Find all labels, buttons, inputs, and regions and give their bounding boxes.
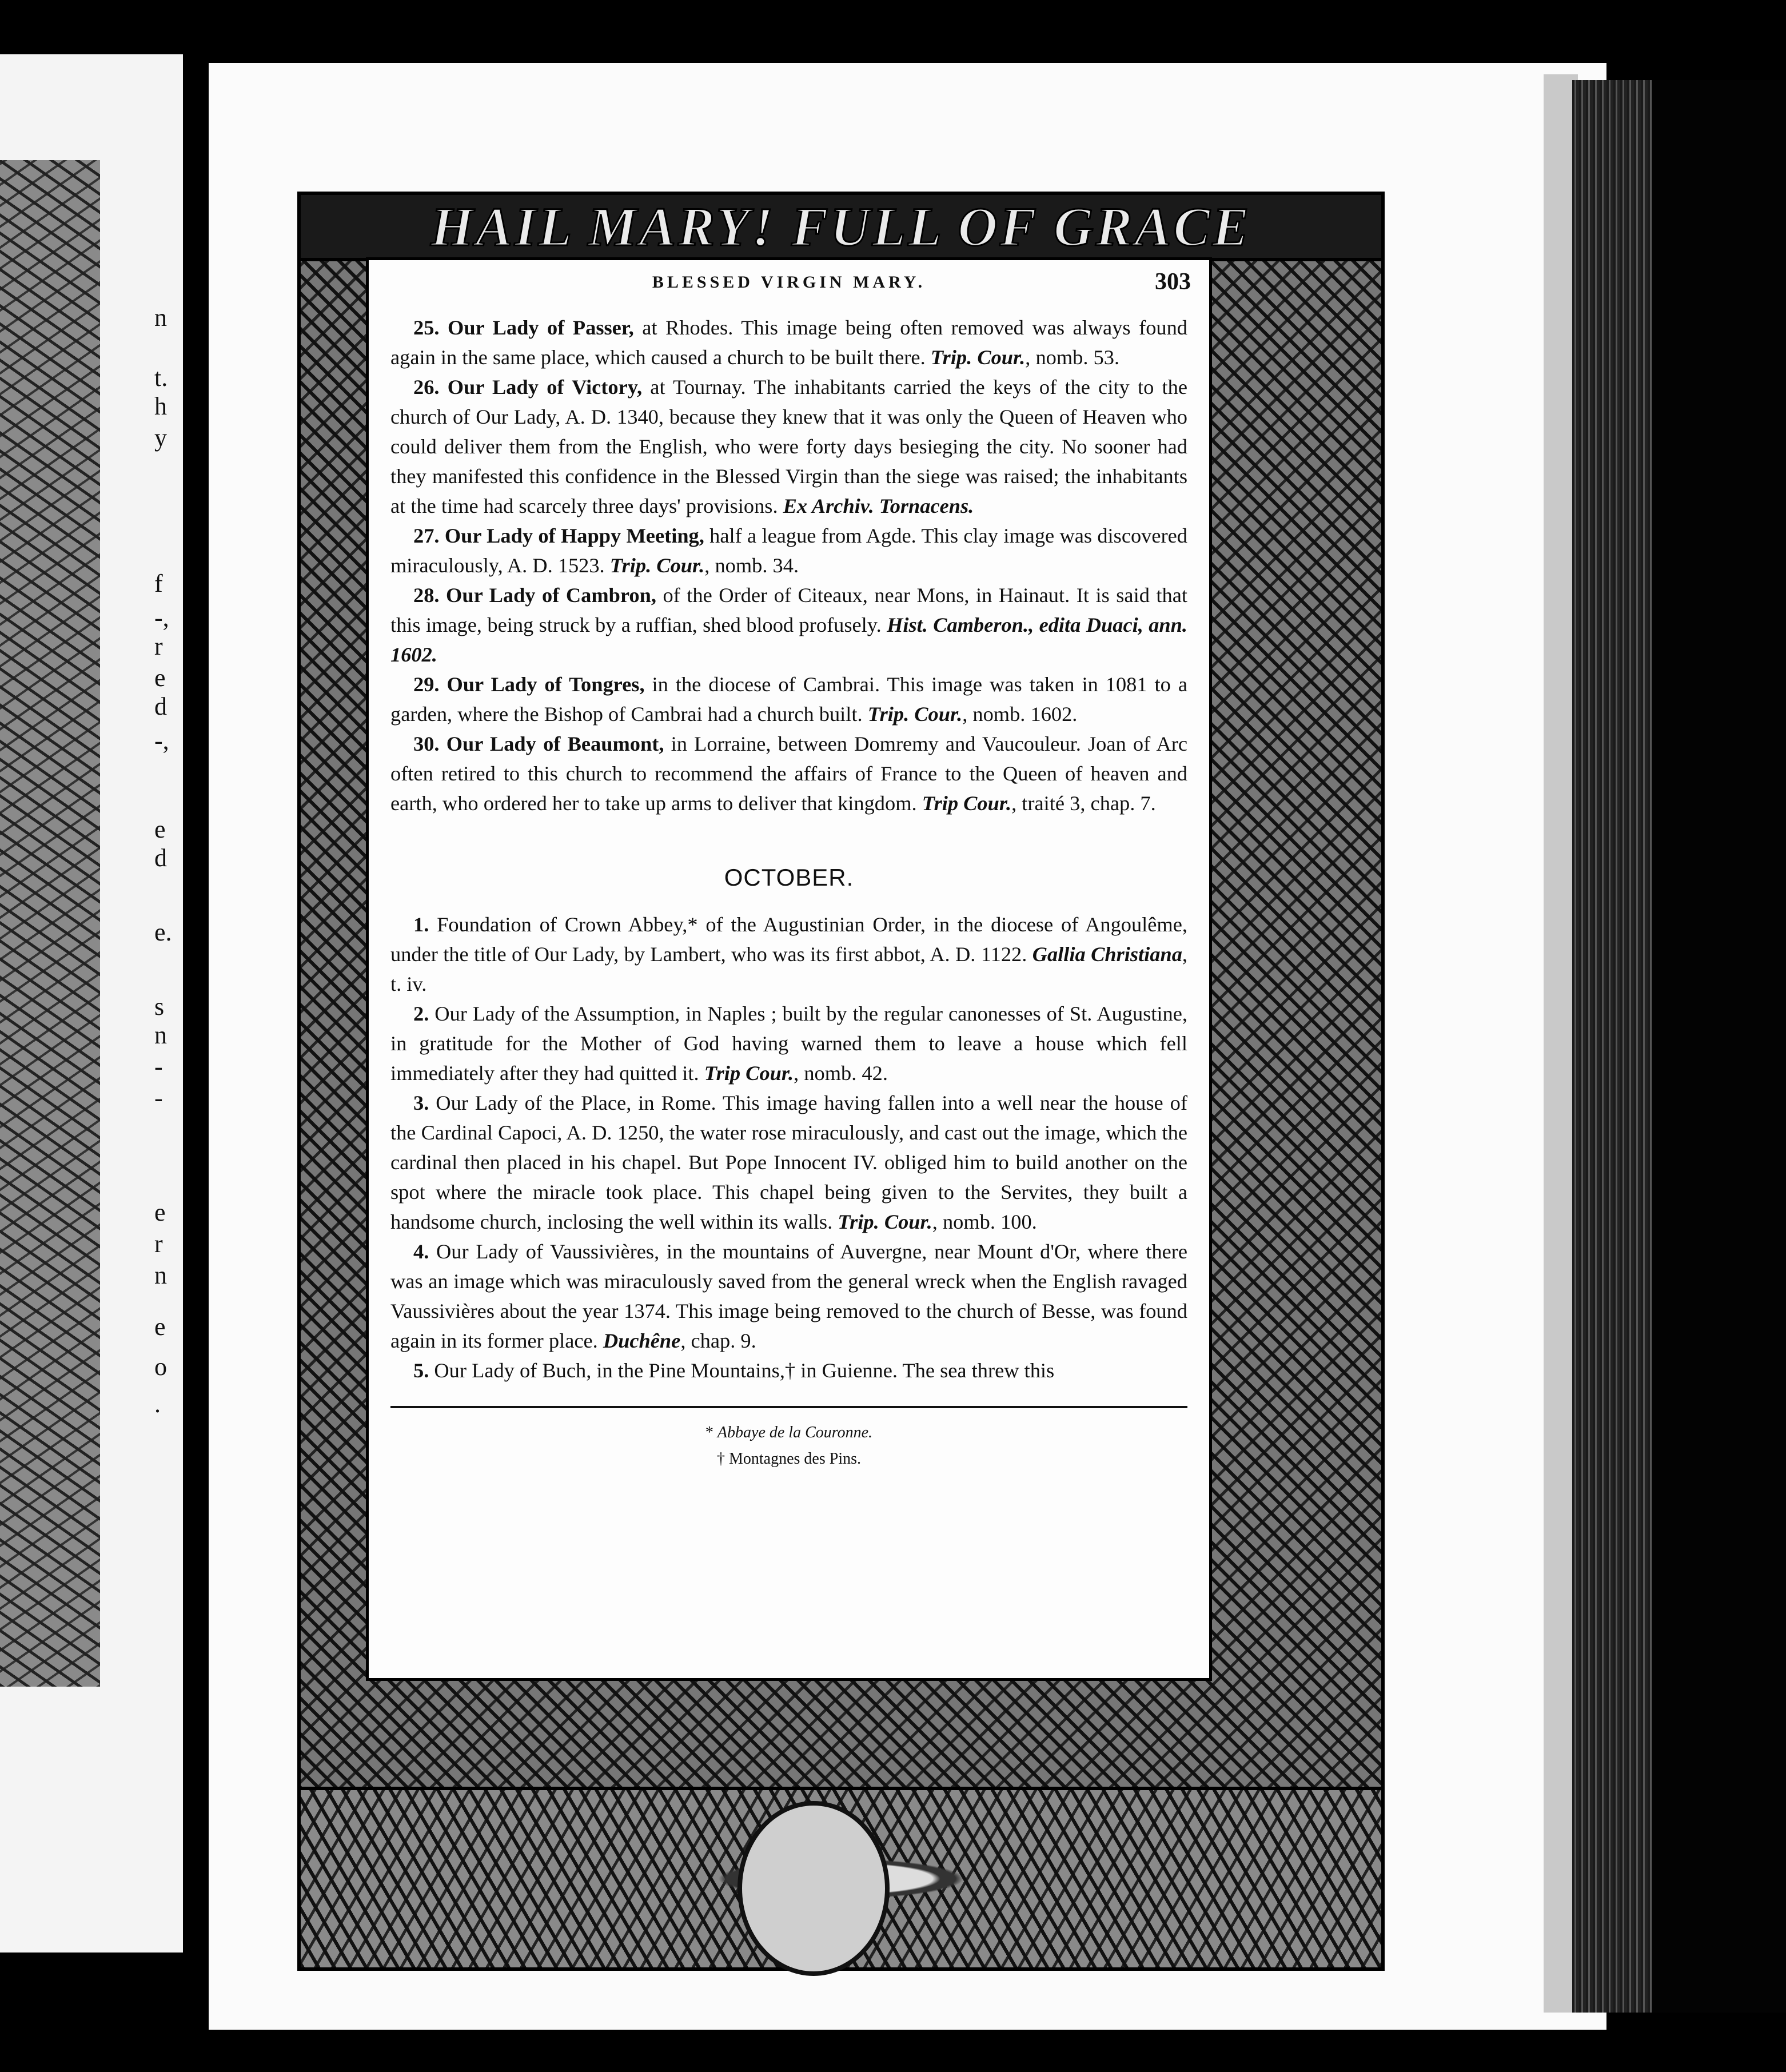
left-page-fragment: n [154,1021,167,1049]
entry [390,1237,1187,1356]
book-shadow [1652,80,1786,2013]
entry [390,1356,1187,1385]
entry-number: 29. [413,673,440,696]
left-page-fragment: y [154,424,167,452]
entry-number: 28. [413,584,440,607]
left-page-fragment: d [154,844,167,872]
entry-citation: Trip. Cour. [930,346,1026,369]
left-page-fragment: h [154,392,167,420]
entry-title: Our Lady of Beaumont, [446,732,664,755]
entry [390,521,1187,580]
entry-citation: Trip Cour. [704,1062,794,1085]
banner-text: HAIL MARY! FULL OF GRACE [430,196,1251,257]
entry-text: Our Lady of Buch, in the Pine Mountains,† in Guienne. The sea threw this [434,1359,1055,1382]
left-facing-page [0,54,183,1953]
entry-text: of the Order of Citeaux, near Mons, in Hainaut. It is said that this image, being struck by a ruffian, shed blood profusely. [390,584,1187,636]
left-page-fragment: s [154,993,165,1021]
entry-text: Foundation of Crown Abbey,* of the Augustinian Order, in the diocese of Angoulême, under the title of Our Lady, by Lambert, who was its first abbot, A. D. 1122. [390,913,1187,966]
entry-text: at Rhodes. This image being often removed was always found again in the same place, which caused a church to be built there. [390,316,1188,369]
entry-title: Our Lady of Tongres, [447,673,645,696]
left-page-fragment: r [154,632,163,660]
left-page-fragment: e [154,1198,166,1226]
entry-text: in Lorraine, between Domremy and Vaucouleur. Joan of Arc often retired to this church to recommend the affairs of France to the Queen of heaven and earth, who ordered her to take up arms to deliver that kingdom. [390,732,1187,815]
entry-title: Our Lady of Victory, [447,376,643,399]
entry-number: 2. [413,1002,429,1025]
left-page-fragment: . [154,1390,161,1418]
left-page-ornament-border [0,160,100,1687]
entry-citation: Trip. Cour. [609,554,705,577]
book-page-edges [1572,80,1652,2013]
left-page-fragment: d [154,692,167,720]
entry-number: 4. [413,1240,429,1263]
entries [390,313,1187,1385]
left-page-fragment: t. [154,364,168,392]
entry-text: Our Lady of the Assumption, in Naples ; built by the regular canonesses of St. Augustine, in gratitude for the Mother of God having warned them to leave a house which fell immediately after they had quitted it. [390,1002,1187,1085]
entry [390,670,1187,729]
entry-tail: , chap. 9. [680,1329,756,1352]
entry-citation: Trip. Cour. [838,1210,932,1233]
entry-number: 1. [413,913,429,936]
entry-number: 26. [413,376,440,399]
entry-text: Our Lady of the Place, in Rome. This image having fallen into a well near the house of the Cardinal Capoci, A. D. 1250, the water rose miraculously, and cast out the image, which the cardinal then placed in his chapel. But Pope Innocent IV. obliged him to build another on the spot where the miracle took place. This chapel being given to the Servites, they built a handsome church, inclosing the well within its walls. [390,1091,1187,1233]
month-heading: OCTOBER. [724,864,854,891]
left-page-fragment: - [154,1053,163,1081]
entry [390,729,1187,818]
entry-number: 25. [413,316,440,339]
text-panel [366,257,1212,1681]
entry-title: Our Lady of Happy Meeting, [444,524,704,547]
left-page-fragment: e [154,815,166,843]
entry-tail: , traité 3, chap. 7. [1011,792,1156,815]
left-page-fragment: e [154,1313,166,1341]
left-page-fragment: -, [154,604,169,632]
entry-tail: , t. iv. [390,943,1187,995]
footnote: † Montagnes des Pins. [717,1450,861,1468]
left-page-fragment: n [154,304,167,332]
entry-number: 5. [413,1359,429,1382]
entry-text: half a league from Agde. This clay image was discovered miraculously, A. D. 1523. [390,524,1187,577]
running-head [390,268,1191,313]
left-page-text-edge [143,54,183,1953]
left-page-fragment: r [154,1230,163,1258]
entry-tail: , nomb. 42. [794,1062,888,1085]
entry-number: 27. [413,524,440,547]
entry-citation: Gallia Christiana [1032,943,1182,966]
entry-text: Our Lady of Vaussivières, in the mountains of Auvergne, near Mount d'Or, where there was an image which was miraculously saved from the general wreck when the English ravaged Vaussivières about the year 1374. This image being removed to the church of Besse, was found again in its former place. [390,1240,1187,1352]
left-page-fragment: e. [154,918,172,946]
entry [390,313,1187,372]
entry-citation: Hist. Camberon., edita Duaci, ann. 1602. [390,613,1187,666]
entry-tail: , nomb. 100. [932,1210,1037,1233]
entry-citation: Trip Cour. [922,792,1012,815]
entry [390,580,1187,670]
entry-text: at Tournay. The inhabitants carried the keys of the city to the church of Our Lady, A. D. 1340, because they knew that it was only the Queen of Heaven who could deliver them from the English, who were forty days besieging the city. No sooner had they manifested this confidence in the Blessed Virgin than the siege was raised; the inhabitants at the time had scarcely three days' provisions. [390,376,1187,517]
entry-citation: Ex Archiv. Tornacens. [783,495,974,517]
entry-tail: , nomb. 1602. [962,703,1078,726]
entry-citation: Duchêne [603,1329,681,1352]
entry [390,910,1187,999]
entry-tail: , nomb. 34. [704,554,799,577]
footnote-rule [390,1406,1187,1408]
left-page-fragment: -, [154,727,169,755]
entry-title: Our Lady of Passer, [448,316,634,339]
entry [390,1088,1187,1237]
left-page-fragment: - [154,1084,163,1112]
left-page-fragment: n [154,1261,167,1289]
entry [390,999,1187,1088]
left-page-fragment: f [154,569,163,597]
page-number: 303 [1155,269,1191,295]
entry-citation: Trip. Cour. [867,703,963,726]
entry-title: Our Lady of Cambron, [446,584,656,607]
footnote: * Abbaye de la Couronne. [705,1424,873,1441]
september-entries [390,313,1187,818]
running-title: BLESSED VIRGIN MARY. [652,273,926,292]
entry-number: 30. [413,732,440,755]
october-entries [390,910,1187,1385]
entry-tail: , nomb. 53. [1025,346,1120,369]
madonna-medallion [737,1801,890,1976]
left-page-fragment: o [154,1353,167,1381]
footnotes [390,1420,1187,1472]
entry [390,372,1187,521]
entry-text: in the diocese of Cambrai. This image was taken in 1081 to a garden, where the Bishop of Cambrai had a church built. [390,673,1187,726]
header-banner [297,192,1385,261]
left-page-fragment: e [154,664,166,692]
entry-number: 3. [413,1091,429,1114]
